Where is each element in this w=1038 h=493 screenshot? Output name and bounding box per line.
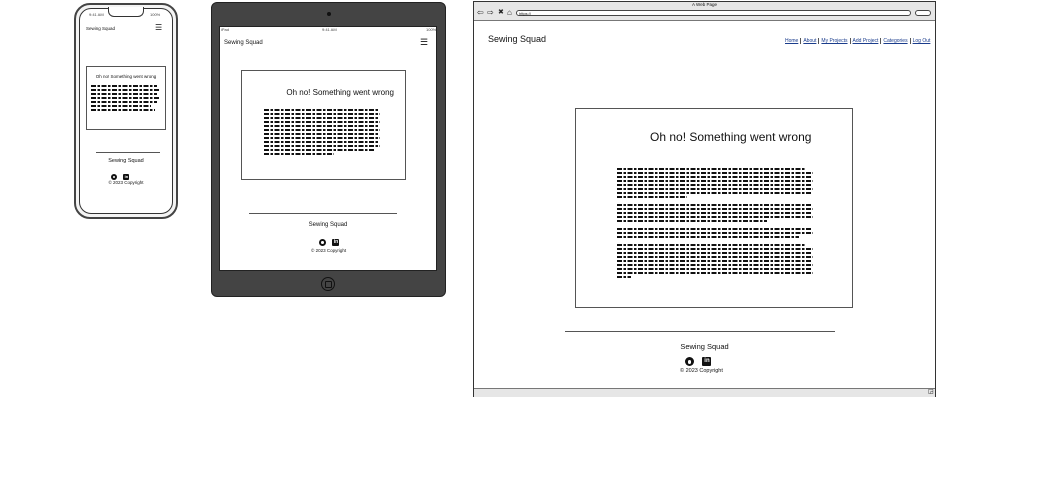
phone-error-heading: Oh no! Something went wrong: [95, 74, 157, 79]
tablet-brand[interactable]: Sewing Squad: [224, 40, 263, 46]
linkedin-icon[interactable]: in: [124, 173, 129, 179]
tablet-menu-icon[interactable]: ☰: [420, 37, 429, 47]
phone-status-time: 9:41 AM: [89, 12, 104, 17]
phone-body-line: [91, 89, 159, 91]
browser-status-bar: [474, 388, 935, 397]
tablet-body-line: [264, 133, 378, 135]
phone-footer-brand: Sewing Squad: [108, 158, 144, 164]
body-line: [617, 212, 811, 214]
footer-brand: Sewing Squad: [680, 342, 729, 351]
phone-footer-divider: [96, 152, 160, 153]
tablet-home-button[interactable]: [321, 277, 335, 291]
github-icon[interactable]: [319, 239, 326, 246]
phone-body-line: [91, 109, 155, 111]
tablet-body-line: [264, 145, 380, 147]
body-line: [617, 216, 813, 218]
main-nav: [783, 38, 932, 44]
phone-notch: [108, 7, 144, 17]
tablet-body-line: [264, 117, 378, 119]
nav-categories[interactable]: Categories: [881, 38, 910, 44]
tablet-body-line: [264, 121, 380, 123]
tablet-body-line: [264, 137, 380, 139]
body-line: [617, 172, 813, 174]
body-line: [617, 184, 811, 186]
phone-brand[interactable]: Sewing Squad: [86, 26, 116, 31]
linkedin-icon[interactable]: in: [704, 358, 710, 365]
phone-body-line: [91, 105, 151, 107]
body-line: [617, 276, 631, 278]
tablet-status-battery: 100%: [426, 27, 437, 32]
body-line: [617, 204, 811, 206]
browser-search-field[interactable]: [915, 10, 931, 16]
phone-body-line: [91, 97, 159, 99]
copyright-icon: ©: [311, 248, 315, 253]
phone-body-line: [91, 85, 157, 87]
body-line: [617, 264, 813, 266]
body-line: [617, 188, 813, 190]
copyright-text: 2023 Copyright: [315, 248, 347, 253]
body-line: [617, 252, 811, 254]
tablet-body-line: [264, 149, 374, 151]
phone-copyright: [79, 180, 173, 185]
tablet-status-time: 9:41 AM: [322, 27, 337, 32]
nav-add-project[interactable]: Add Project: [851, 38, 882, 44]
site-brand[interactable]: Sewing Squad: [488, 34, 547, 44]
github-icon[interactable]: [111, 174, 117, 180]
phone-body-line: [91, 93, 157, 95]
tablet-error-heading: Oh no! Something went wrong: [286, 88, 394, 97]
home-icon[interactable]: ⌂: [507, 8, 512, 17]
copyright-icon: ©: [680, 368, 685, 374]
body-line: [617, 228, 811, 230]
nav-home[interactable]: Home: [783, 38, 801, 44]
body-line: [617, 248, 813, 250]
tablet-copyright: [311, 248, 346, 253]
forward-icon[interactable]: ⇨: [487, 8, 494, 17]
error-heading: Oh no! Something went wrong: [650, 130, 812, 144]
stop-icon[interactable]: ✖: [498, 9, 504, 16]
copyright-text: 2023 Copyright: [685, 368, 723, 374]
body-line: [617, 196, 687, 198]
tablet-body-line: [264, 153, 334, 155]
resize-grip-icon[interactable]: ◲: [928, 389, 934, 395]
tablet-body-line: [264, 125, 378, 127]
tablet-footer-divider: [249, 213, 397, 214]
back-icon[interactable]: ⇦: [477, 8, 484, 17]
footer-copyright: [680, 368, 723, 374]
tablet-status-device: iPad: [221, 27, 230, 32]
body-line: [617, 176, 811, 178]
body-line: [617, 232, 813, 234]
body-line: [617, 256, 813, 258]
nav-about[interactable]: About: [801, 38, 819, 44]
body-line: [617, 260, 811, 262]
github-icon[interactable]: [685, 357, 694, 366]
phone-status-battery: 100%: [150, 12, 161, 17]
phone-menu-icon[interactable]: ☰: [155, 23, 163, 32]
linkedin-icon[interactable]: in: [333, 239, 339, 246]
body-line: [617, 268, 811, 270]
body-line: [617, 208, 813, 210]
body-line: [617, 272, 813, 274]
address-bar[interactable]: https://: [516, 10, 911, 16]
body-line: [617, 192, 811, 194]
tablet-body-line: [264, 113, 380, 115]
copyright-text: 2023 Copyright: [113, 180, 144, 185]
body-line: [617, 244, 805, 246]
nav-my-projects[interactable]: My Projects: [819, 38, 850, 44]
copyright-icon: ©: [108, 180, 112, 185]
body-line: [617, 236, 799, 238]
tablet-body-line: [264, 109, 378, 111]
browser-title-bar: A Web Page: [474, 2, 935, 8]
phone-body-line: [91, 101, 157, 103]
tablet-camera: [327, 12, 331, 16]
tablet-footer-brand: Sewing Squad: [308, 222, 348, 228]
tablet-body-line: [264, 141, 378, 143]
nav-log-out[interactable]: Log Out: [912, 38, 931, 44]
body-line: [617, 168, 805, 170]
tablet-body-line: [264, 129, 380, 131]
body-line: [617, 180, 813, 182]
body-line: [617, 220, 767, 222]
footer-divider: [565, 331, 835, 332]
